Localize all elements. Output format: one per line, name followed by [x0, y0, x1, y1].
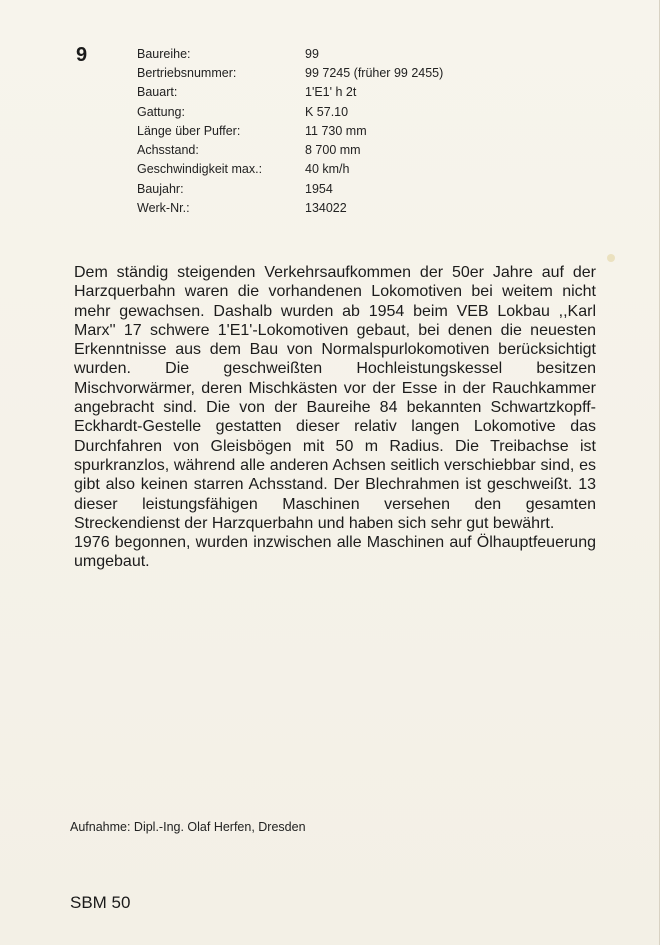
- spec-value: 1'E1' h 2t: [305, 85, 357, 100]
- spec-value: 11 730 mm: [305, 123, 367, 138]
- photo-credit: Aufnahme: Dipl.-Ing. Olaf Herfen, Dresden: [70, 820, 306, 834]
- spec-label: Gattung:: [137, 104, 185, 119]
- spec-value: 99 7245 (früher 99 2455): [305, 65, 444, 80]
- spec-row: [137, 179, 443, 198]
- description-paragraph: 1976 begonnen, wurden inzwischen alle Maschinen auf Ölhauptfeuerung umgebaut.: [74, 534, 596, 571]
- spec-row: [137, 140, 443, 159]
- spec-value: 8 700 mm: [305, 143, 361, 158]
- spec-label: Achsstand:: [137, 143, 199, 158]
- spec-label: Baujahr:: [137, 181, 184, 196]
- spec-row: [137, 102, 443, 121]
- spec-row: [137, 121, 443, 140]
- spec-row: [137, 44, 443, 63]
- spec-row: [137, 63, 443, 82]
- spec-table: [137, 44, 443, 218]
- spec-label: Baureihe:: [137, 46, 191, 61]
- card-number: 9: [76, 44, 88, 66]
- spec-table-body: [137, 44, 443, 218]
- spec-label: Geschwindigkeit max.:: [137, 162, 263, 177]
- spec-row: [137, 198, 443, 217]
- description-text: [74, 263, 596, 572]
- spec-label: Werk-Nr.:: [137, 201, 190, 216]
- series-code: SBM 50: [70, 893, 131, 912]
- spec-value: 40 km/h: [305, 162, 350, 177]
- spec-value: 134022: [305, 201, 347, 216]
- spec-value: 1954: [305, 181, 333, 196]
- description-paragraph: Dem ständig steigenden Verkehrsaufkommen der 50er Jahre auf der Harzquerbahn waren die vorhandenen Lokomotiven bei weitem nicht mehr gewachsen. Dashalb wurden ab 1954 beim VEB Lokbau ,,Karl Marx'' 17 schwere 1'E1'-Lokomotiven gebaut, bei denen die neuesten Erkenntnisse aus dem Bau von Normalspurlokomotiven berücksichtigt wurden. Die geschweißten Hochleistungskessel besitzen Mischvorwärmer, deren Mischkästen vor der Esse in der Rauchkammer angebracht sind. Die von der Baureihe 84 bekannten Schwartzkopff-Eckhardt-Gestelle gestatten dieser relativ langen Lokomotive das Durchfahren von Gleisbögen mit 50 m Radius. Die Treibachse ist spurkranzlos, während alle anderen Achsen seitlich verschiebbar sind, es gibt also keinen starren Achsstand. Der Blechrahmen ist geschweißt. 13 dieser leistungsfähigen Maschinen versehen den gesamten Streckendienst der Harzquerbahn und haben sich sehr gut bewährt.: [74, 264, 596, 532]
- spec-value: K 57.10: [305, 104, 349, 119]
- spec-label: Bauart:: [137, 85, 178, 100]
- spec-row: [137, 160, 443, 179]
- spec-label: Länge über Puffer:: [137, 123, 241, 138]
- spec-label: Bertriebsnummer:: [137, 65, 237, 80]
- paper-stain: [607, 254, 615, 262]
- spec-value: 99: [305, 46, 319, 61]
- spec-row: [137, 83, 443, 102]
